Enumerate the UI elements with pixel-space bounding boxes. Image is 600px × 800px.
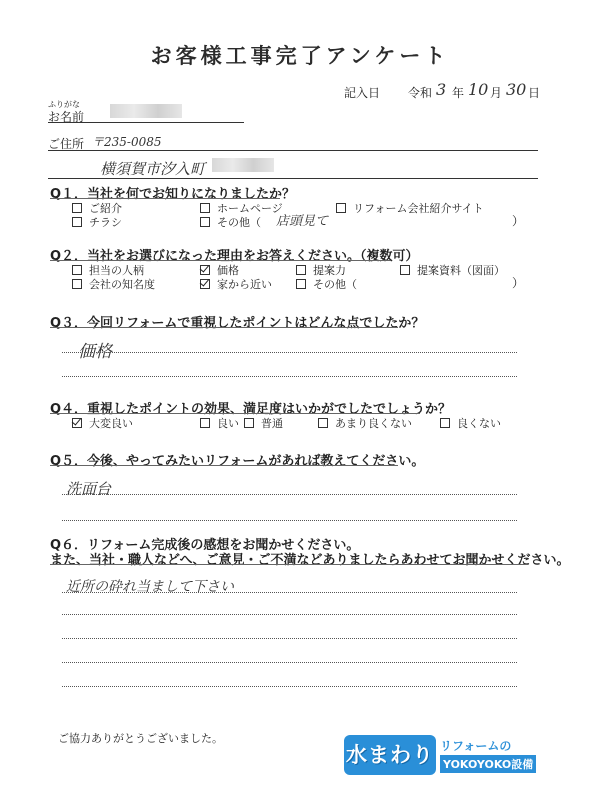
checkbox[interactable] bbox=[440, 418, 450, 428]
q4-option-not-so-good[interactable]: あまり良くない bbox=[318, 415, 412, 431]
date-day: 30 bbox=[506, 80, 527, 99]
checkbox[interactable] bbox=[72, 217, 82, 227]
logo-subtitle: リフォームの bbox=[440, 739, 512, 753]
q5-answer-line-1 bbox=[62, 494, 517, 495]
q4-underline bbox=[50, 413, 420, 414]
checkbox[interactable] bbox=[400, 265, 410, 275]
q4-option-average[interactable]: 普通 bbox=[244, 415, 283, 431]
date-month-unit: 月 bbox=[490, 86, 503, 100]
q5-answer-line-2 bbox=[62, 520, 517, 521]
date-year-unit: 年 bbox=[452, 86, 465, 100]
checkbox[interactable] bbox=[72, 279, 82, 289]
date-year: 3 bbox=[436, 80, 447, 99]
q6-answer-line-1 bbox=[62, 592, 517, 593]
company-logo bbox=[344, 735, 544, 777]
q6-answer-line-3 bbox=[62, 638, 517, 639]
q6-underline bbox=[50, 564, 528, 565]
logo-company-name: YOKOYOKO設備 bbox=[440, 755, 536, 773]
q4-option-very-good[interactable]: 大変良い bbox=[72, 415, 133, 431]
name-underline bbox=[48, 122, 244, 123]
q5-question: Q５．今後、やってみたいリフォームがあれば教えてください。 bbox=[50, 454, 425, 469]
survey-title: お客様工事完了アンケート bbox=[150, 44, 450, 68]
q2-option-personality[interactable]: 担当の人柄 bbox=[72, 262, 144, 278]
q2-option-proposal-docs[interactable]: 提案資料（図面） bbox=[400, 262, 505, 278]
checkbox-checked[interactable] bbox=[200, 279, 210, 289]
q2-underline bbox=[50, 260, 390, 261]
furigana-label: ふりがな bbox=[48, 100, 80, 109]
q1-option-referral[interactable]: ご紹介 bbox=[72, 200, 122, 216]
q6-question-2: また、当社・職人などへ、ご意見・ご不満などありましたらあわせてお聞かせください。 bbox=[50, 553, 570, 568]
name-redacted bbox=[110, 104, 182, 118]
checkbox-checked[interactable] bbox=[72, 418, 82, 428]
q6-answer-line-5 bbox=[62, 686, 517, 687]
q2-question: Q２．当社をお選びになった理由をお答えください。（複数可） bbox=[50, 249, 419, 264]
thank-you-message: ご協力ありがとうございました。 bbox=[58, 732, 223, 745]
q4-option-good[interactable]: 良い bbox=[200, 415, 239, 431]
q6-answer-line-4 bbox=[62, 662, 517, 663]
q3-answer-line-2 bbox=[62, 376, 517, 377]
name-label: お名前 bbox=[48, 110, 85, 124]
q3-underline bbox=[50, 327, 398, 328]
date-era: 令和 bbox=[408, 86, 433, 100]
q1-option-flyer[interactable]: チラシ bbox=[72, 214, 122, 230]
checkbox[interactable] bbox=[318, 418, 328, 428]
q6-answer: 近所の砕れ当まして下さい bbox=[66, 579, 234, 595]
date-month: 10 bbox=[468, 80, 489, 99]
q2-close-paren: ） bbox=[512, 276, 525, 290]
q1-option-homepage[interactable]: ホームページ bbox=[200, 200, 283, 216]
q6-answer-line-2 bbox=[62, 614, 517, 615]
q2-option-price[interactable]: 価格 bbox=[200, 262, 239, 278]
q1-underline bbox=[50, 198, 280, 199]
q5-answer: 洗面台 bbox=[66, 480, 112, 498]
address-underline-2 bbox=[48, 178, 538, 179]
checkbox[interactable] bbox=[72, 265, 82, 275]
checkbox[interactable] bbox=[296, 279, 306, 289]
checkbox-checked[interactable] bbox=[200, 265, 210, 275]
logo-main-text: 水まわり bbox=[344, 735, 436, 775]
q1-option-other[interactable]: その他（ bbox=[200, 214, 261, 230]
q3-answer-line-1 bbox=[62, 352, 517, 353]
checkbox[interactable] bbox=[244, 418, 254, 428]
address-redacted bbox=[212, 158, 274, 172]
q6-question: Q６．リフォーム完成後の感想をお聞かせください。 bbox=[50, 538, 360, 553]
q3-answer: 価格 bbox=[78, 342, 112, 362]
q1-other-text: 店頭見て bbox=[276, 214, 329, 229]
date-label: 記入日 bbox=[344, 86, 381, 100]
address-underline-1 bbox=[48, 150, 538, 151]
q1-option-referral-site[interactable]: リフォーム会社紹介サイト bbox=[336, 200, 484, 216]
q1-close-paren: ） bbox=[512, 214, 525, 228]
checkbox[interactable] bbox=[296, 265, 306, 275]
q3-question: Q３．今回リフォームで重視したポイントはどんな点でしたか？ bbox=[50, 316, 425, 331]
address-label: ご住所 bbox=[48, 137, 85, 151]
checkbox[interactable] bbox=[336, 203, 346, 213]
postal-code: 〒235-0085 bbox=[92, 135, 162, 149]
checkbox[interactable] bbox=[72, 203, 82, 213]
q4-option-bad[interactable]: 良くない bbox=[440, 415, 501, 431]
checkbox[interactable] bbox=[200, 203, 210, 213]
checkbox[interactable] bbox=[200, 418, 210, 428]
q2-option-reputation[interactable]: 会社の知名度 bbox=[72, 276, 155, 292]
q4-question: Q４．重視したポイントの効果、満足度はいかがでしたでしょうか？ bbox=[50, 402, 452, 417]
q2-option-nearby[interactable]: 家から近い bbox=[200, 276, 272, 292]
q2-option-other[interactable]: その他（ bbox=[296, 276, 357, 292]
q5-underline bbox=[50, 465, 398, 466]
checkbox[interactable] bbox=[200, 217, 210, 227]
address-handwritten: 横須賀市汐入町 bbox=[100, 160, 206, 178]
q1-question: Q１．当社を何でお知りになりましたか？ bbox=[50, 187, 296, 202]
q2-option-proposal[interactable]: 提案力 bbox=[296, 262, 346, 278]
date-day-unit: 日 bbox=[528, 86, 541, 100]
